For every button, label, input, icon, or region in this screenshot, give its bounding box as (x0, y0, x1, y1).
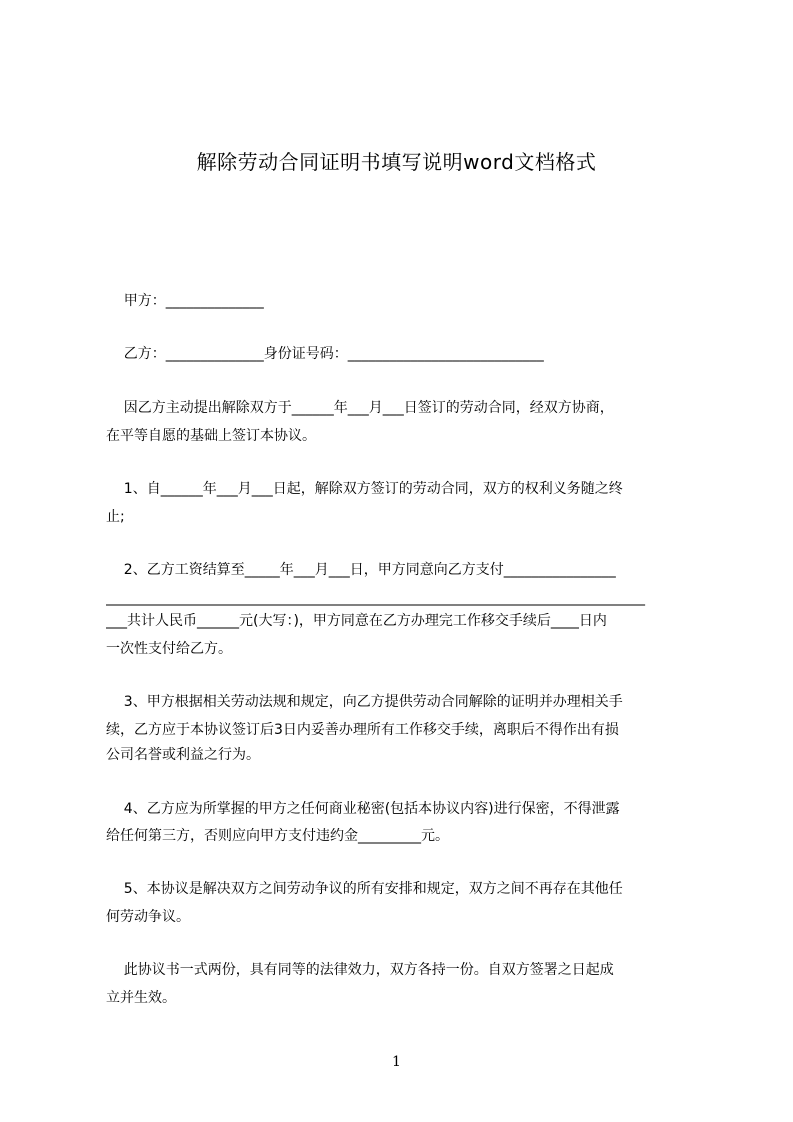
intro-line-2: 在平等自愿的基础上签订本协议。 (106, 428, 316, 444)
clause-4-line-2: 给任何第三方，否则应向甲方支付违约金_________元。 (106, 828, 449, 844)
party-a-line: 甲方：______________ (106, 293, 264, 309)
clause-3-line-1: 3、甲方根据相关劳动法规和规定，向乙方提供劳动合同解除的证明并办理相关手 (106, 694, 623, 710)
clause-4-line-1: 4、乙方应为所掌握的甲方之任何商业秘密(包括本协议内容)进行保密，不得泄露 (106, 801, 620, 817)
page-number: 1 (392, 1054, 401, 1070)
closing-line-2: 立并生效。 (106, 990, 176, 1006)
clause-1-line-1: 1、自______年___月___日起，解除双方签订的劳动合同，双方的权利义务随之终 (106, 481, 623, 497)
clause-2-line-2: _____________________________________________________________________________ (106, 590, 645, 606)
party-b-line: 乙方：______________身份证号码：____________________________ (106, 346, 544, 362)
clause-2-line-4: 一次性支付给乙方。 (106, 641, 232, 657)
intro-line-1: 因乙方主动提出解除双方于______年___月___日签订的劳动合同，经双方协商， (106, 400, 614, 416)
clause-5-line-1: 5、本协议是解决双方之间劳动争议的所有安排和规定，双方之间不再存在其他任 (106, 881, 623, 897)
clause-3-line-2: 续，乙方应于本协议签订后3日内妥善办理所有工作移交手续，离职后不得作出有损 (106, 722, 619, 738)
closing-line-1: 此协议书一式两份，具有同等的法律效力，双方各持一份。自双方签署之日起成 (106, 962, 614, 978)
clause-2-line-1: 2、乙方工资结算至_____年___月___日，甲方同意向乙方支付________________ (106, 562, 616, 578)
clause-2-line-3: ___共计人民币______元(大写：)，甲方同意在乙方办理完工作移交手续后____日内 (106, 613, 607, 629)
clause-1-line-2: 止; (106, 509, 125, 525)
clause-3-line-3: 公司名誉或利益之行为。 (106, 747, 260, 763)
clause-5-line-2: 何劳动争议。 (106, 909, 190, 925)
document-title: 解除劳动合同证明书填写说明word文档格式 (196, 150, 597, 174)
